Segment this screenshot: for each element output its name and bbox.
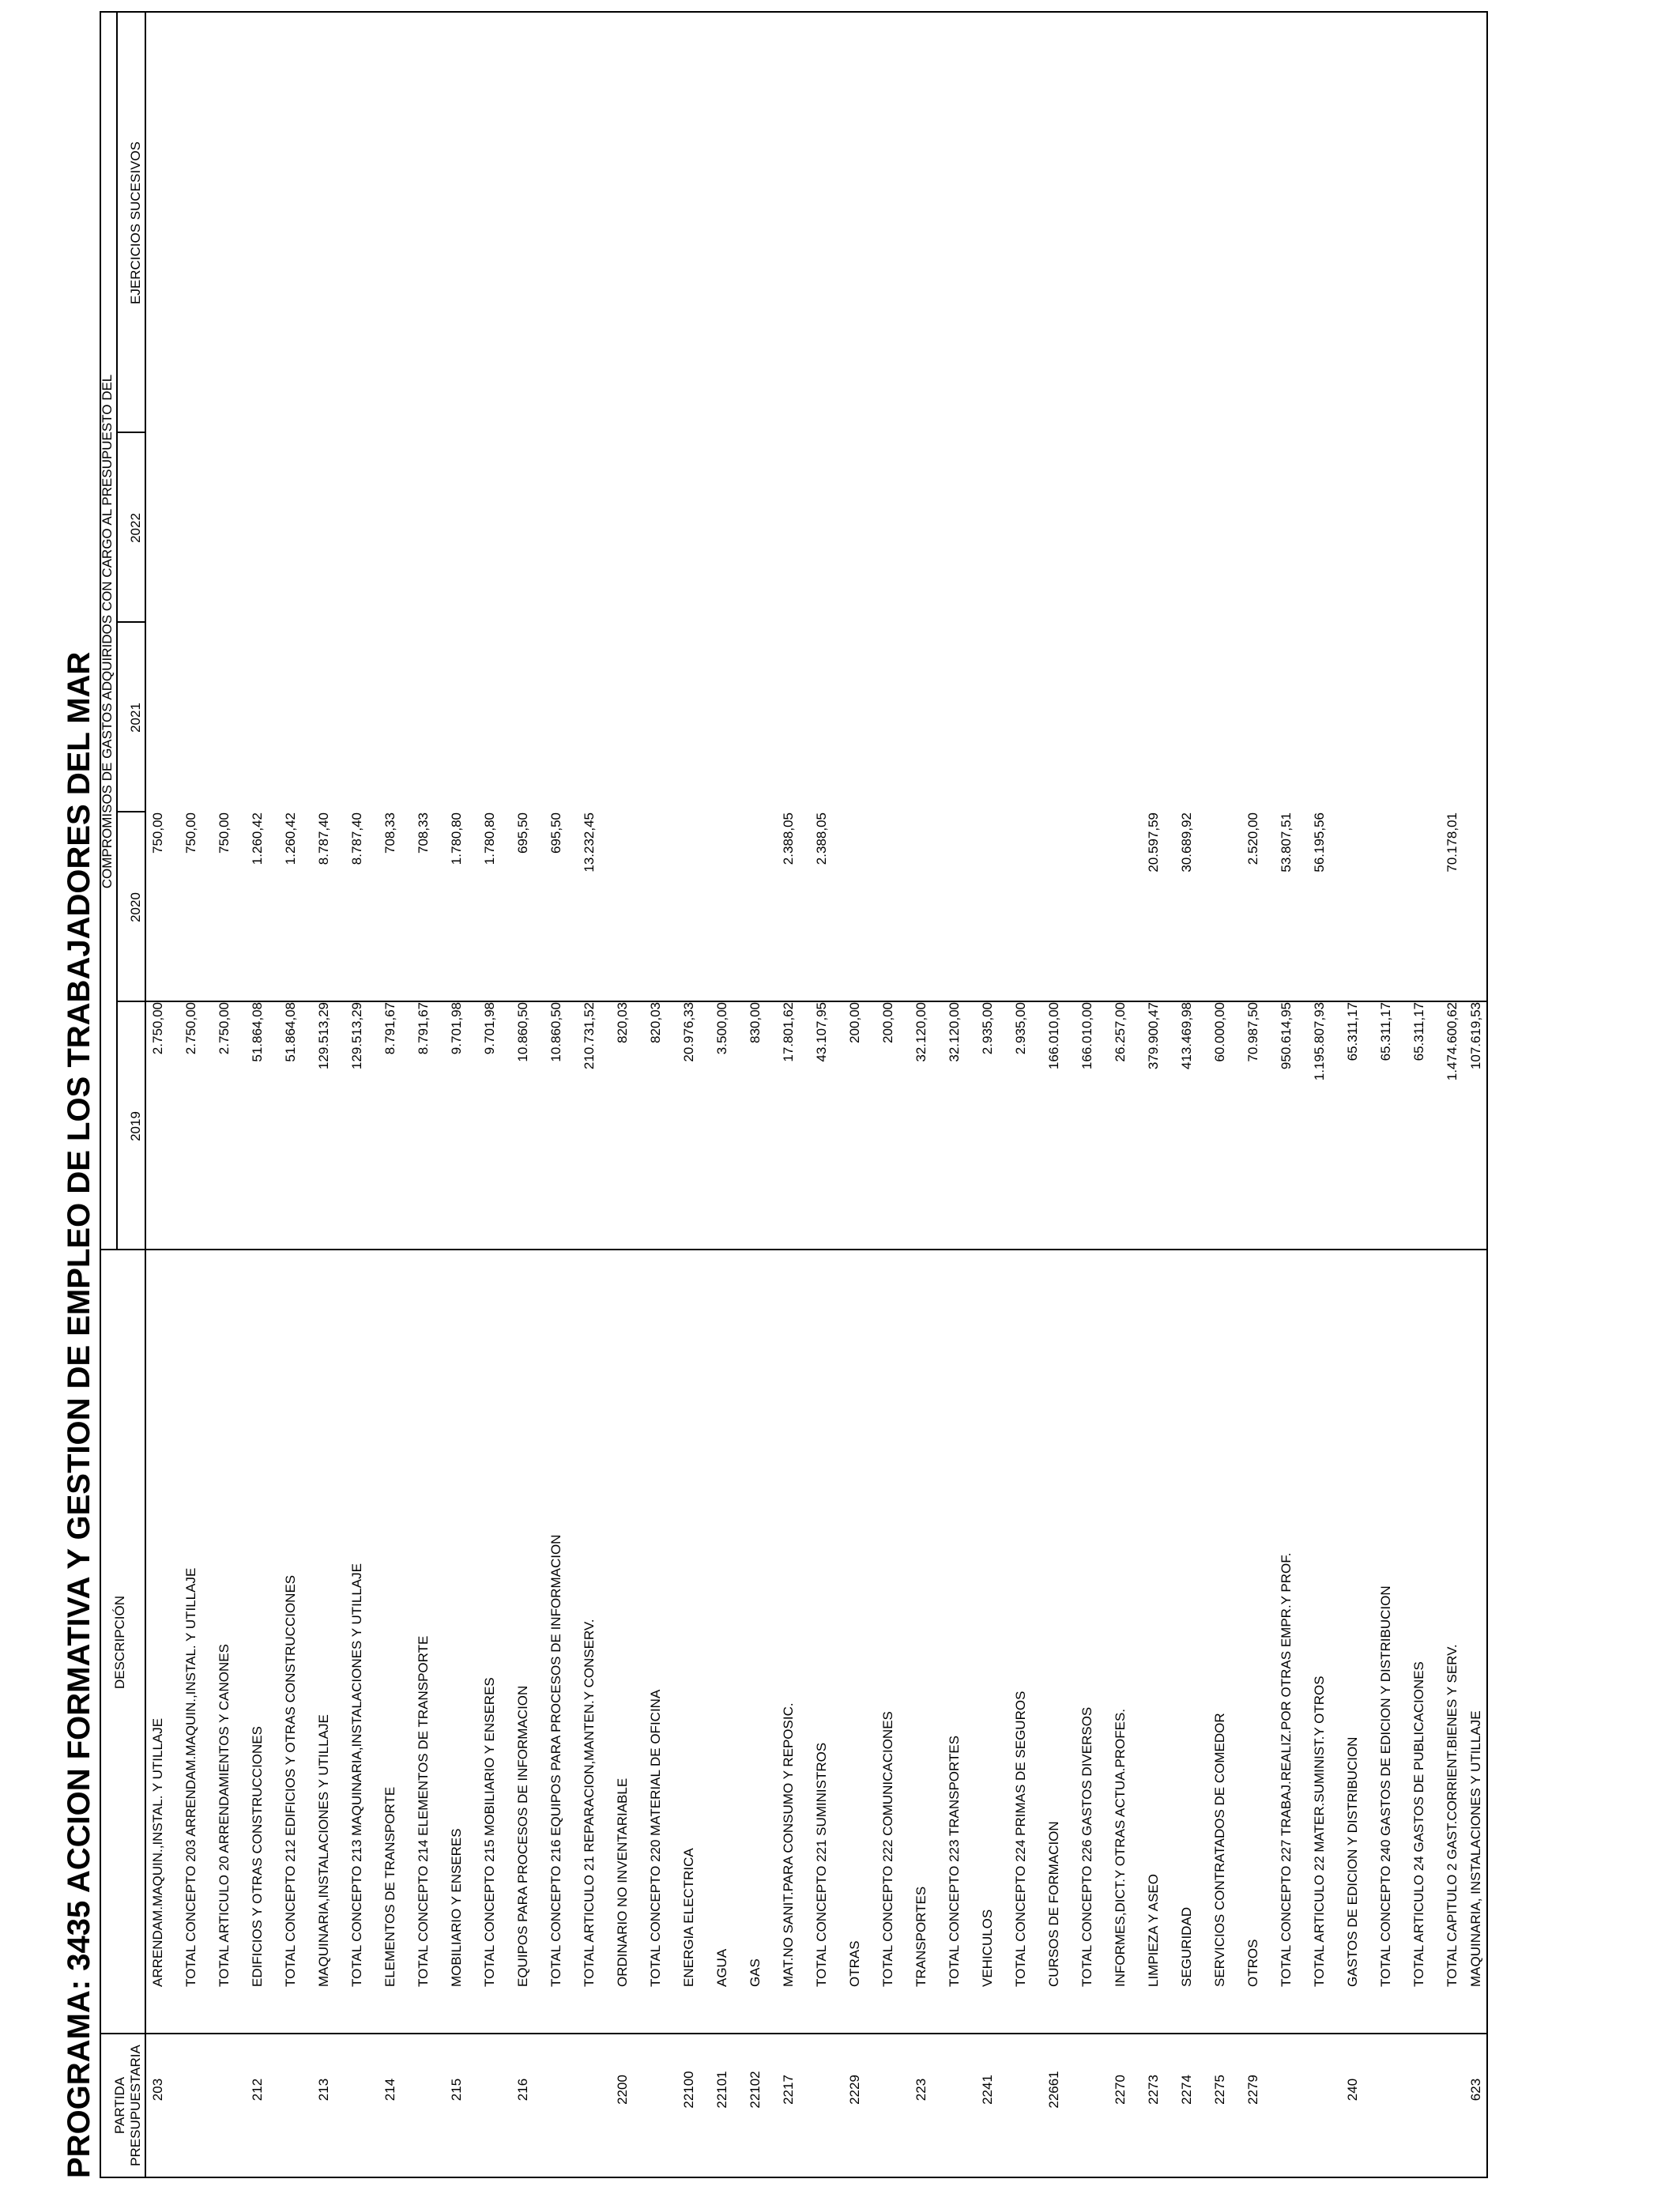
table-row: MAQUINARIA,INSTALACIONES Y UTILLAJE — [316, 1714, 331, 1987]
table-cell: 820,03 — [615, 1002, 630, 1043]
table-cell: 10.860,50 — [548, 1002, 563, 1062]
table-row: 2279 — [1245, 2075, 1260, 2105]
divider-descripcion — [101, 1249, 1486, 1250]
table-row: TOTAL ARTICULO 20 ARRENDAMIENTOS Y CANONES — [217, 1644, 232, 1987]
table-cell: 17.801,62 — [781, 1002, 796, 1062]
table-row — [1079, 2019, 1095, 2161]
table-cell: 695,50 — [515, 812, 530, 854]
header-ejercicios-sucesivos: EJERCICIOS SUCESIVOS — [128, 141, 143, 304]
table-cell: 708,33 — [416, 812, 431, 854]
table-cell: 166.010,00 — [1079, 1002, 1094, 1070]
table-cell: 8.787,40 — [349, 812, 364, 865]
table-row: EQUIPOS PARA PROCESOS DE INFORMACION — [515, 1685, 530, 1987]
table-cell: 2.388,05 — [814, 812, 829, 865]
table-row: 22100 — [681, 2071, 696, 2109]
table-row — [947, 2019, 962, 2161]
table-cell: 51.864,08 — [250, 1002, 265, 1062]
table-cell: 60.000,00 — [1212, 1002, 1227, 1062]
table-row — [1445, 2019, 1460, 2161]
table-row: 2275 — [1212, 2075, 1227, 2105]
table-cell — [1345, 812, 1361, 1054]
table-cell — [1212, 812, 1228, 1054]
table-row: MAT.NO SANIT.PARA CONSUMO Y REPOSIC. — [781, 1702, 796, 1987]
table-cell: 1.195.807,93 — [1312, 1002, 1327, 1081]
table-row: GAS — [748, 1958, 763, 1987]
table-row — [183, 2019, 199, 2161]
table-cell — [1079, 812, 1095, 1054]
table-cell — [1411, 812, 1427, 1054]
table-cell — [980, 812, 996, 1054]
table-cell: 107.619,53 — [1468, 1002, 1483, 1070]
table-row: 213 — [316, 2078, 331, 2102]
table-row — [217, 2019, 232, 2161]
table-row: 2200 — [615, 2075, 630, 2105]
table-row: 623 — [1468, 2078, 1483, 2102]
header-descripcion: DESCRIPCIÓN — [112, 1595, 127, 1690]
table-cell — [748, 812, 763, 1054]
header-compromisos: COMPROMISOS DE GASTOS ADQUIRIDOS CON CARGO AL PRESUPUESTO DEL — [100, 374, 115, 889]
table-row: 203 — [150, 2078, 165, 2102]
table-row: 214 — [382, 2078, 397, 2102]
table-row: ARRENDAM.MAQUIN.,INSTAL. Y UTILLAJE — [150, 1717, 165, 1987]
table-cell: 2.750,00 — [150, 1002, 165, 1055]
table-row: TOTAL CONCEPTO 215 MOBILIARIO Y ENSERES — [482, 1677, 497, 1987]
table-cell: 9.701,98 — [482, 1002, 497, 1055]
table-row: TOTAL CONCEPTO 224 PRIMAS DE SEGUROS — [1013, 1691, 1028, 1987]
table-cell: 51.864,08 — [283, 1002, 298, 1062]
table-row — [1312, 2019, 1328, 2161]
divider-2020 — [116, 811, 146, 812]
table-row: TOTAL CONCEPTO 227 TRABAJ.REALIZ.POR OTRAS EMPR.Y PROF. — [1279, 1552, 1294, 1987]
table-row: TOTAL ARTICULO 22 MATER.SUMINIST.Y OTROS — [1312, 1676, 1327, 1987]
table-row: VEHICULOS — [980, 1909, 995, 1987]
header-year-2022: 2022 — [128, 513, 143, 543]
table-row: TOTAL CONCEPTO 223 TRANSPORTES — [947, 1735, 962, 1987]
table-row — [482, 2019, 498, 2161]
table-row: TOTAL CONCEPTO 203 ARRENDAM.MAQUIN.,INSTAL. Y UTILLAJE — [183, 1567, 198, 1987]
table-cell: 65.311,17 — [1345, 1002, 1360, 1061]
table-cell: 43.107,95 — [814, 1002, 829, 1062]
table-cell: 20.597,59 — [1146, 812, 1161, 873]
table-cell — [1468, 812, 1484, 1054]
table-row: TOTAL CONCEPTO 220 MATERIAL DE OFICINA — [648, 1689, 663, 1987]
table-cell: 210.731,52 — [582, 1002, 597, 1070]
table-cell: 750,00 — [217, 812, 232, 854]
table-row: SEGURIDAD — [1179, 1906, 1194, 1987]
table-row: 223 — [913, 2078, 929, 2102]
table-row: TOTAL CONCEPTO 214 ELEMENTOS DE TRANSPORTE — [416, 1635, 431, 1987]
header-year-2019: 2019 — [128, 1111, 143, 1141]
table-row: LIMPIEZA Y ASEO — [1146, 1874, 1161, 1987]
page-title: PROGRAMA: 3435 ACCION FORMATIVA Y GESTION DE EMPLEO DE LOS TRABAJADORES DEL MAR — [62, 651, 96, 2178]
table-cell — [880, 812, 896, 1054]
table-cell: 379.900,47 — [1146, 1002, 1161, 1070]
table-cell: 8.791,67 — [416, 1002, 431, 1055]
table-row: OTRAS — [847, 1940, 862, 1987]
table-cell: 3.500,00 — [714, 1002, 729, 1055]
table-cell: 1.780,80 — [449, 812, 464, 865]
table-row: INFORMES,DICT.Y OTRAS ACTUA.PROFES. — [1113, 1708, 1128, 1987]
table-row — [880, 2019, 896, 2161]
table-cell: 8.791,67 — [382, 1002, 397, 1055]
table-cell — [1113, 812, 1128, 1054]
table-cell: 2.388,05 — [781, 812, 796, 865]
table-cell: 13.232,45 — [582, 812, 597, 873]
table-cell: 1.260,42 — [283, 812, 298, 865]
header-year-2021: 2021 — [128, 703, 143, 733]
budget-table — [100, 11, 1488, 2178]
table-row: 2274 — [1179, 2075, 1194, 2105]
table-row: TRANSPORTES — [913, 1886, 929, 1987]
table-row: MOBILIARIO Y ENSERES — [449, 1828, 464, 1987]
table-cell: 32.120,00 — [947, 1002, 962, 1062]
table-row — [1013, 2019, 1029, 2161]
table-cell — [1378, 812, 1394, 1054]
table-cell — [913, 812, 929, 1054]
table-cell — [648, 812, 664, 1054]
table-cell: 20.976,33 — [681, 1002, 696, 1062]
table-cell: 166.010,00 — [1046, 1002, 1061, 1070]
table-row: 240 — [1345, 2078, 1360, 2102]
table-row: GASTOS DE EDICION Y DISTRIBUCION — [1345, 1736, 1360, 1987]
table-row — [1279, 2019, 1294, 2161]
table-cell: 129.513,29 — [316, 1002, 331, 1070]
table-cell: 129.513,29 — [349, 1002, 364, 1070]
table-row: 216 — [515, 2078, 530, 2102]
table-cell: 9.701,98 — [449, 1002, 464, 1055]
table-row — [1411, 2019, 1427, 2161]
table-cell: 26.257,00 — [1113, 1002, 1128, 1062]
table-row: 212 — [250, 2078, 265, 2102]
table-row: ENERGIA ELECTRICA — [681, 1848, 696, 1987]
header-rule-bottom — [145, 13, 146, 2177]
table-row — [283, 2019, 299, 2161]
table-cell: 695,50 — [548, 812, 563, 854]
divider-2022 — [116, 432, 146, 433]
table-row: TOTAL CAPITULO 2 GAST.CORRIENT.BIENES Y SERV. — [1445, 1644, 1460, 1987]
table-cell: 2.935,00 — [1013, 1002, 1028, 1055]
table-cell — [1046, 812, 1062, 1054]
table-cell — [681, 812, 697, 1054]
table-cell: 70.178,01 — [1445, 812, 1460, 873]
table-row: TOTAL CONCEPTO 222 COMUNICACIONES — [880, 1711, 895, 1987]
table-cell: 413.469,98 — [1179, 1002, 1194, 1070]
table-row: 22101 — [714, 2071, 729, 2109]
table-cell — [947, 812, 962, 1054]
table-cell — [847, 812, 863, 1054]
table-cell — [615, 812, 631, 1054]
table-row: AGUA — [714, 1948, 729, 1987]
table-row: 22102 — [748, 2071, 763, 2109]
table-row: 215 — [449, 2078, 464, 2102]
table-cell: 200,00 — [880, 1002, 895, 1043]
header-year-2020: 2020 — [128, 892, 143, 922]
table-row: 2270 — [1113, 2075, 1128, 2105]
table-cell: 830,00 — [748, 1002, 763, 1043]
table-row: ORDINARIO NO INVENTARIABLE — [615, 1777, 630, 1987]
table-row: 2217 — [781, 2075, 796, 2105]
table-cell: 56.195,56 — [1312, 812, 1327, 873]
table-row — [648, 2019, 664, 2161]
table-row: SERVICIOS CONTRATADOS DE COMEDOR — [1212, 1713, 1227, 1987]
table-row: TOTAL ARTICULO 21 REPARACION,MANTEN.Y CONSERV. — [582, 1619, 597, 1987]
table-cell: 2.520,00 — [1245, 812, 1260, 865]
table-row: MAQUINARIA, INSTALACIONES Y UTILLAJE — [1468, 1710, 1483, 1987]
table-cell: 10.860,50 — [515, 1002, 530, 1062]
table-row: TOTAL ARTICULO 24 GASTOS DE PUBLICACIONES — [1411, 1661, 1426, 1987]
table-row: TOTAL CONCEPTO 216 EQUIPOS PARA PROCESOS DE INFORMACION — [548, 1534, 563, 1987]
table-row — [349, 2019, 365, 2161]
table-cell: 1.474.600,62 — [1445, 1002, 1460, 1081]
table-cell: 2.750,00 — [183, 1002, 198, 1055]
table-cell: 2.935,00 — [980, 1002, 995, 1055]
table-row: 2241 — [980, 2075, 995, 2105]
table-row: CURSOS DE FORMACION — [1046, 1821, 1061, 1987]
table-cell: 708,33 — [382, 812, 397, 854]
divider-2021 — [116, 621, 146, 623]
table-row: TOTAL CONCEPTO 213 MAQUINARIA,INSTALACIONES Y UTILLAJE — [349, 1563, 364, 1987]
table-cell: 2.750,00 — [217, 1002, 232, 1055]
table-cell: 750,00 — [183, 812, 198, 854]
table-row — [416, 2019, 431, 2161]
table-cell: 950.614,95 — [1279, 1002, 1294, 1070]
table-row: 2273 — [1146, 2075, 1161, 2105]
table-cell: 32.120,00 — [913, 1002, 929, 1062]
table-cell: 65.311,17 — [1378, 1002, 1393, 1061]
table-row — [582, 2019, 597, 2161]
table-row: 22661 — [1046, 2071, 1061, 2109]
table-cell: 30.689,92 — [1179, 812, 1194, 873]
table-cell: 750,00 — [150, 812, 165, 854]
table-cell: 8.787,40 — [316, 812, 331, 865]
table-cell: 820,03 — [648, 1002, 663, 1043]
table-row: TOTAL CONCEPTO 221 SUMINISTROS — [814, 1742, 829, 1987]
header-partida-1: PARTIDA — [112, 2076, 127, 2135]
table-row: ELEMENTOS DE TRANSPORTE — [382, 1786, 397, 1987]
header-rule-compromisos — [116, 13, 118, 1250]
table-cell — [714, 812, 730, 1054]
table-row: EDIFICIOS Y OTRAS CONSTRUCCIONES — [250, 1726, 265, 1987]
table-cell: 70.987,50 — [1245, 1002, 1260, 1062]
table-cell: 53.807,51 — [1279, 812, 1294, 873]
table-row: OTROS — [1245, 1939, 1260, 1987]
table-row: 2229 — [847, 2075, 862, 2105]
table-row: TOTAL CONCEPTO 212 EDIFICIOS Y OTRAS CONSTRUCCIONES — [283, 1574, 298, 1987]
table-cell — [1013, 812, 1029, 1054]
table-cell: 65.311,17 — [1411, 1002, 1426, 1061]
table-row — [548, 2019, 564, 2161]
header-partida-2: PRESUPUESTARIA — [128, 2045, 143, 2166]
table-cell: 200,00 — [847, 1002, 862, 1043]
table-cell: 1.260,42 — [250, 812, 265, 865]
table-row — [814, 2019, 830, 2161]
table-row: TOTAL CONCEPTO 226 GASTOS DIVERSOS — [1079, 1706, 1094, 1987]
table-row — [1378, 2019, 1394, 2161]
table-row: TOTAL CONCEPTO 240 GASTOS DE EDICION Y DISTRIBUCION — [1378, 1585, 1393, 1987]
table-cell: 1.780,80 — [482, 812, 497, 865]
